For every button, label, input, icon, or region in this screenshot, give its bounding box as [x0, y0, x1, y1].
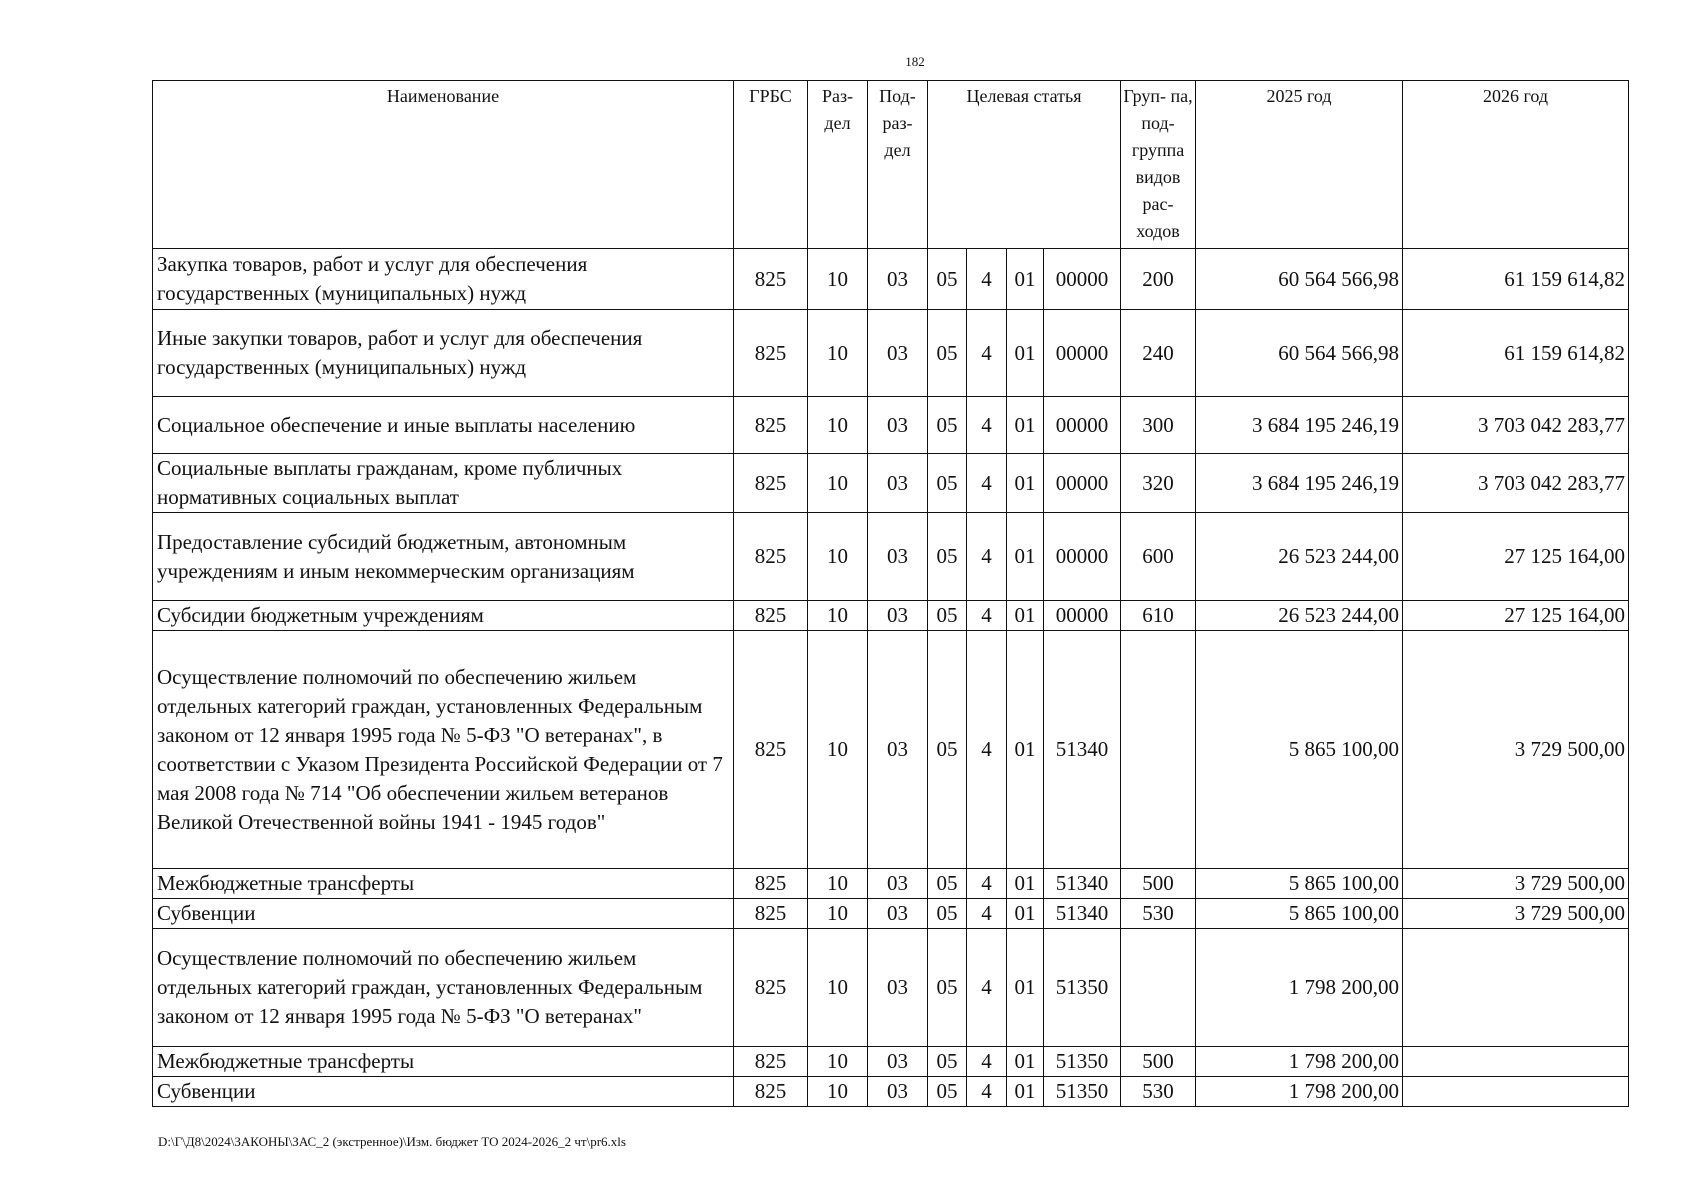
row-name: Субсидии бюджетным учреждениям: [153, 601, 734, 631]
target-part-1: 05: [928, 513, 967, 601]
target-part-3: 01: [1007, 631, 1044, 869]
target-part-4: 51350: [1044, 1047, 1121, 1077]
row-name: Предоставление субсидий бюджетным, автономным учреждениям и иным некоммерческим организациям: [153, 513, 734, 601]
table-row: [153, 513, 1629, 601]
target-part-3: 01: [1007, 513, 1044, 601]
target-part-1: 05: [928, 454, 967, 513]
razdel-cell: 10: [808, 601, 868, 631]
table-row: [153, 869, 1629, 899]
expense-group-cell: 530: [1121, 899, 1196, 929]
amount-2026: [1403, 1047, 1629, 1077]
target-part-2: 4: [967, 310, 1007, 397]
target-part-1: 05: [928, 249, 967, 310]
target-part-4: 51350: [1044, 1077, 1121, 1107]
expense-group-cell: 300: [1121, 397, 1196, 454]
target-part-2: 4: [967, 601, 1007, 631]
amount-2025: 5 865 100,00: [1196, 869, 1403, 899]
expense-group-cell: 600: [1121, 513, 1196, 601]
grbs-cell: 825: [734, 631, 808, 869]
amount-2025: 1 798 200,00: [1196, 929, 1403, 1047]
amount-2025: 5 865 100,00: [1196, 631, 1403, 869]
razdel-cell: 10: [808, 513, 868, 601]
row-name: Осуществление полномочий по обеспечению жильем отдельных категорий граждан, установленных Федеральным законом от 12 января 1995 года № 5-ФЗ "О ветеранах": [153, 929, 734, 1047]
expense-group-cell: 530: [1121, 1077, 1196, 1107]
podrazdel-cell: 03: [868, 899, 928, 929]
target-part-3: 01: [1007, 310, 1044, 397]
amount-2025: 26 523 244,00: [1196, 601, 1403, 631]
razdel-cell: 10: [808, 1077, 868, 1107]
razdel-cell: 10: [808, 929, 868, 1047]
target-part-2: 4: [967, 631, 1007, 869]
podrazdel-cell: 03: [868, 310, 928, 397]
expense-group-cell: 240: [1121, 310, 1196, 397]
target-part-4: 00000: [1044, 310, 1121, 397]
podrazdel-cell: 03: [868, 601, 928, 631]
grbs-cell: 825: [734, 929, 808, 1047]
razdel-cell: 10: [808, 249, 868, 310]
grbs-cell: 825: [734, 513, 808, 601]
amount-2025: 3 684 195 246,19: [1196, 454, 1403, 513]
amount-2026: 61 159 614,82: [1403, 310, 1629, 397]
target-part-3: 01: [1007, 397, 1044, 454]
expense-group-cell: [1121, 929, 1196, 1047]
target-part-4: 00000: [1044, 601, 1121, 631]
target-part-3: 01: [1007, 869, 1044, 899]
target-part-3: 01: [1007, 249, 1044, 310]
podrazdel-cell: 03: [868, 929, 928, 1047]
header-grbs: ГРБС: [734, 81, 808, 249]
expense-group-cell: 200: [1121, 249, 1196, 310]
table-row: [153, 601, 1629, 631]
row-name: Субвенции: [153, 1077, 734, 1107]
grbs-cell: 825: [734, 1077, 808, 1107]
grbs-cell: 825: [734, 899, 808, 929]
row-name: Иные закупки товаров, работ и услуг для обеспечения государственных (муниципальных) нужд: [153, 310, 734, 397]
page-number: 182: [905, 54, 925, 69]
target-part-4: 00000: [1044, 454, 1121, 513]
target-part-3: 01: [1007, 601, 1044, 631]
header-2026: 2026 год: [1403, 81, 1629, 249]
target-part-1: 05: [928, 869, 967, 899]
razdel-cell: 10: [808, 899, 868, 929]
footer-file-path: D:\Г\Д8\2024\ЗАКОНЫ\ЗАС_2 (экстренное)\Изм. бюджет ТО 2024-2026_2 чт\pr6.xls: [158, 1134, 626, 1149]
header-podrazdel: Под- раз- дел: [868, 81, 928, 249]
amount-2025: 1 798 200,00: [1196, 1077, 1403, 1107]
grbs-cell: 825: [734, 1047, 808, 1077]
razdel-cell: 10: [808, 631, 868, 869]
amount-2025: 26 523 244,00: [1196, 513, 1403, 601]
row-name: Социальные выплаты гражданам, кроме публичных нормативных социальных выплат: [153, 454, 734, 513]
amount-2026: [1403, 929, 1629, 1047]
grbs-cell: 825: [734, 454, 808, 513]
target-part-1: 05: [928, 397, 967, 454]
grbs-cell: 825: [734, 249, 808, 310]
row-name: Осуществление полномочий по обеспечению жильем отдельных категорий граждан, установленных Федеральным законом от 12 января 1995 года № 5-ФЗ "О ветеранах", в соответствии с Указом Президента Российской Федерации от 7 мая 2008 года № 714 "Об обеспечении жильем ветеранов Великой Отечественной войны 1941 - 1945 годов": [153, 631, 734, 869]
target-part-3: 01: [1007, 899, 1044, 929]
row-name: Межбюджетные трансферты: [153, 1047, 734, 1077]
target-part-1: 05: [928, 929, 967, 1047]
target-part-3: 01: [1007, 1047, 1044, 1077]
target-part-4: 51340: [1044, 899, 1121, 929]
amount-2025: 60 564 566,98: [1196, 310, 1403, 397]
expense-group-cell: 500: [1121, 1047, 1196, 1077]
grbs-cell: 825: [734, 397, 808, 454]
row-name: Субвенции: [153, 899, 734, 929]
amount-2026: [1403, 1077, 1629, 1107]
amount-2026: 3 729 500,00: [1403, 631, 1629, 869]
target-part-4: 00000: [1044, 513, 1121, 601]
target-part-1: 05: [928, 1047, 967, 1077]
grbs-cell: 825: [734, 601, 808, 631]
amount-2026: 61 159 614,82: [1403, 249, 1629, 310]
razdel-cell: 10: [808, 310, 868, 397]
amount-2026: 27 125 164,00: [1403, 513, 1629, 601]
razdel-cell: 10: [808, 397, 868, 454]
row-name: Межбюджетные трансферты: [153, 869, 734, 899]
target-part-2: 4: [967, 1077, 1007, 1107]
table-row: [153, 397, 1629, 454]
grbs-cell: 825: [734, 310, 808, 397]
target-part-2: 4: [967, 899, 1007, 929]
target-part-4: 51340: [1044, 631, 1121, 869]
target-part-2: 4: [967, 397, 1007, 454]
target-part-3: 01: [1007, 454, 1044, 513]
amount-2025: 1 798 200,00: [1196, 1047, 1403, 1077]
razdel-cell: 10: [808, 454, 868, 513]
amount-2025: 3 684 195 246,19: [1196, 397, 1403, 454]
amount-2026: 3 729 500,00: [1403, 899, 1629, 929]
target-part-2: 4: [967, 454, 1007, 513]
podrazdel-cell: 03: [868, 869, 928, 899]
target-part-4: 00000: [1044, 249, 1121, 310]
target-part-1: 05: [928, 1077, 967, 1107]
header-name: Наименование: [153, 81, 734, 249]
expense-group-cell: 500: [1121, 869, 1196, 899]
row-name: Социальное обеспечение и иные выплаты населению: [153, 397, 734, 454]
razdel-cell: 10: [808, 1047, 868, 1077]
table-row: [153, 929, 1629, 1047]
podrazdel-cell: 03: [868, 249, 928, 310]
podrazdel-cell: 03: [868, 1077, 928, 1107]
row-name: Закупка товаров, работ и услуг для обеспечения государственных (муниципальных) нужд: [153, 249, 734, 310]
header-2025: 2025 год: [1196, 81, 1403, 249]
podrazdel-cell: 03: [868, 397, 928, 454]
header-target: Целевая статья: [928, 81, 1121, 249]
target-part-3: 01: [1007, 1077, 1044, 1107]
amount-2025: 5 865 100,00: [1196, 899, 1403, 929]
podrazdel-cell: 03: [868, 454, 928, 513]
table-row: [153, 899, 1629, 929]
podrazdel-cell: 03: [868, 1047, 928, 1077]
target-part-3: 01: [1007, 929, 1044, 1047]
table-header: [153, 81, 1629, 249]
target-part-1: 05: [928, 601, 967, 631]
razdel-cell: 10: [808, 869, 868, 899]
target-part-1: 05: [928, 899, 967, 929]
amount-2026: 3 703 042 283,77: [1403, 397, 1629, 454]
table-row: [153, 454, 1629, 513]
table-row: [153, 1047, 1629, 1077]
target-part-1: 05: [928, 631, 967, 869]
target-part-4: 00000: [1044, 397, 1121, 454]
target-part-2: 4: [967, 1047, 1007, 1077]
table-row: [153, 631, 1629, 869]
target-part-2: 4: [967, 869, 1007, 899]
budget-table: [152, 80, 1629, 1107]
target-part-2: 4: [967, 249, 1007, 310]
target-part-4: 51350: [1044, 929, 1121, 1047]
table-row: [153, 1077, 1629, 1107]
expense-group-cell: 610: [1121, 601, 1196, 631]
amount-2026: 27 125 164,00: [1403, 601, 1629, 631]
target-part-1: 05: [928, 310, 967, 397]
table-row: [153, 310, 1629, 397]
header-razdel: Раз- дел: [808, 81, 868, 249]
podrazdel-cell: 03: [868, 513, 928, 601]
table-row: [153, 249, 1629, 310]
target-part-4: 51340: [1044, 869, 1121, 899]
podrazdel-cell: 03: [868, 631, 928, 869]
target-part-2: 4: [967, 513, 1007, 601]
header-group: Груп- па, под- группа видов рас- ходов: [1121, 81, 1196, 249]
amount-2026: 3 703 042 283,77: [1403, 454, 1629, 513]
expense-group-cell: 320: [1121, 454, 1196, 513]
target-part-2: 4: [967, 929, 1007, 1047]
amount-2026: 3 729 500,00: [1403, 869, 1629, 899]
grbs-cell: 825: [734, 869, 808, 899]
amount-2025: 60 564 566,98: [1196, 249, 1403, 310]
expense-group-cell: [1121, 631, 1196, 869]
